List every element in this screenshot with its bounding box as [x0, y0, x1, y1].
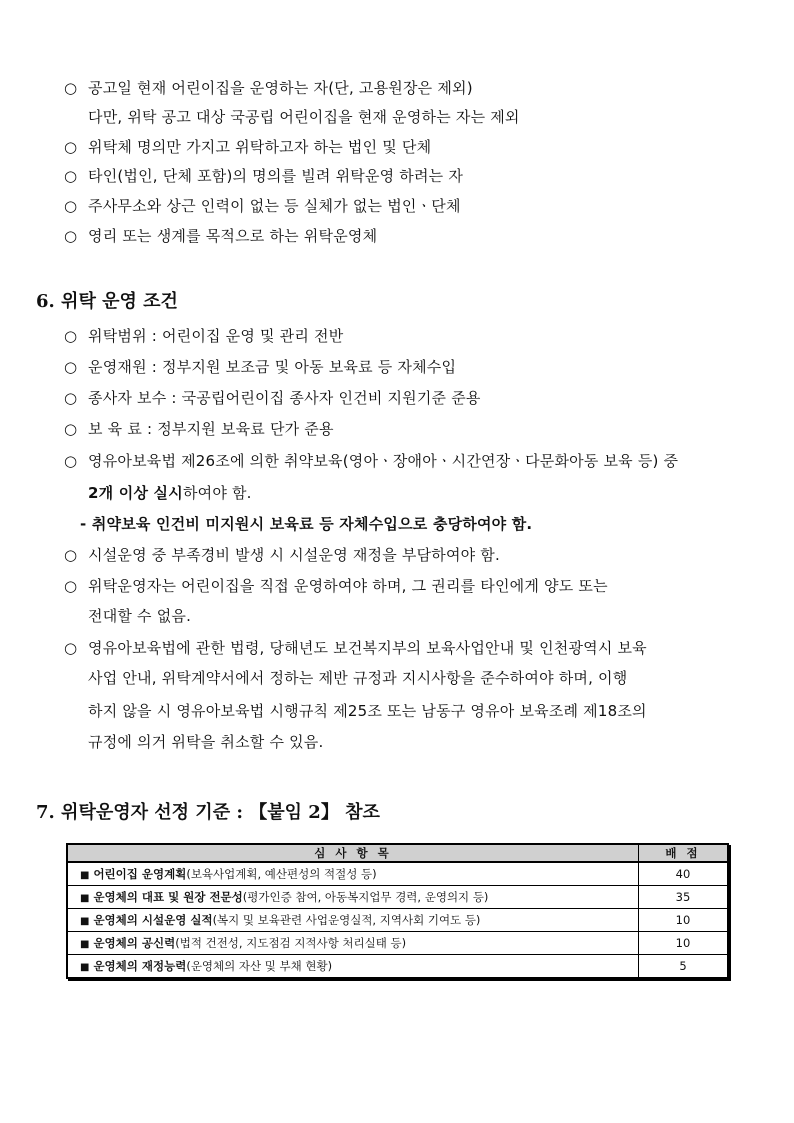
section-7-title: 7. 위탁운영자 선정 기준 : 【붙임 2】 참조	[36, 802, 380, 823]
circle-bullet-icon: ○	[64, 138, 78, 156]
table-row	[67, 862, 728, 886]
list-item-text: 시설운영 중 부족경비 발생 시 시설운영 재정을 부담하여야 함.	[88, 546, 500, 564]
list-item	[64, 137, 431, 157]
list-item-text: 위탁운영자는 어린이집을 직접 운영하여야 하며, 그 권리를 타인에게 양도 또는	[88, 577, 608, 595]
criteria-table	[66, 843, 729, 979]
list-item-text: 타인(법인, 단체 포함)의 명의를 빌려 위탁운영 하려는 자	[88, 167, 464, 185]
table-row	[67, 932, 728, 955]
list-item-text: 종사자 보수 : 국공립어린이집 종사자 인건비 지원기준 준용	[88, 389, 481, 407]
list-item-text: 하여야 함.	[182, 484, 252, 502]
item-detail: (법적 건전성, 지도점검 지적사항 처리실태 등)	[175, 936, 407, 950]
list-item-text: 영유아보육법에 관한 법령, 당해년도 보건복지부의 보육사업안내 및 인천광역시 보육	[88, 639, 647, 657]
list-item-text: 다만, 위탁 공고 대상 국공립 어린이집을 현재 운영하는 자는 제외	[88, 108, 520, 126]
item-title: 어린이집 운영계획	[93, 867, 187, 881]
list-item	[64, 451, 732, 471]
list-item	[64, 388, 481, 408]
item-detail: (보육사업계획, 예산편성의 적절성 등)	[186, 867, 377, 881]
square-bullet-icon: ■	[80, 962, 90, 973]
table-cell-item	[67, 909, 639, 932]
list-item-text: 영유아보육법 제26조에 의한 취약보육(영아ㆍ장애아ㆍ시간연장ㆍ다문화아동 보육 등) 중	[88, 452, 679, 470]
table-cell-score: 40	[639, 862, 729, 886]
table-row	[67, 909, 728, 932]
table-cell-score: 35	[639, 886, 729, 909]
table-cell-item	[67, 932, 639, 955]
list-item-text: 운영재원 : 정부지원 보조금 및 아동 보육료 등 자체수입	[88, 358, 457, 376]
list-item-text: 하지 않을 시 영유아보육법 시행규칙 제25조 또는 남동구 영유아 보육조례 제18조의	[88, 702, 647, 720]
circle-bullet-icon: ○	[64, 197, 78, 215]
item-title: 운영체의 대표 및 원장 전문성	[93, 890, 243, 904]
section-6-title: 6. 위탁 운영 조건	[36, 291, 178, 312]
square-bullet-icon: ■	[80, 939, 90, 950]
list-item	[64, 576, 608, 596]
list-item-text: 전대할 수 없음.	[88, 607, 192, 625]
list-item-continuation	[88, 107, 520, 127]
list-item-text: 위탁체 명의만 가지고 위탁하고자 하는 법인 및 단체	[88, 138, 432, 156]
list-item	[64, 166, 463, 186]
circle-bullet-icon: ○	[64, 327, 78, 345]
table-cell-item	[67, 862, 639, 886]
dash-note: - 취약보육 인건비 미지원시 보육료 등 자체수입으로 충당하여야 함.	[80, 515, 533, 533]
square-bullet-icon: ■	[80, 870, 90, 881]
list-item-text: 보 육 료 : 정부지원 보육료 단가 준용	[88, 420, 334, 438]
circle-bullet-icon: ○	[64, 577, 78, 595]
list-item-continuation	[88, 606, 191, 626]
circle-bullet-icon: ○	[64, 227, 78, 245]
circle-bullet-icon: ○	[64, 358, 78, 376]
list-item	[64, 545, 500, 565]
table-cell-item	[67, 955, 639, 979]
square-bullet-icon: ■	[80, 893, 90, 904]
table-row	[67, 955, 728, 979]
list-item-continuation	[88, 668, 627, 688]
list-item-text: 위탁범위 : 어린이집 운영 및 관리 전반	[88, 327, 344, 345]
item-title: 운영체의 공신력	[93, 936, 176, 950]
list-item	[64, 78, 473, 98]
item-detail: (복지 및 보육관련 사업운영실적, 지역사회 기여도 등)	[212, 913, 481, 927]
circle-bullet-icon: ○	[64, 389, 78, 407]
table-header-item: 심 사 항 목	[67, 844, 639, 862]
table-cell-score: 10	[639, 932, 729, 955]
table-cell-score: 5	[639, 955, 729, 979]
list-item-text: 주사무소와 상근 인력이 없는 등 실체가 없는 법인ㆍ단체	[88, 197, 461, 215]
list-item-text: 영리 또는 생계를 목적으로 하는 위탁운영체	[88, 227, 378, 245]
list-item-text: 규정에 의거 위탁을 취소할 수 있음.	[88, 733, 324, 751]
table-cell-score: 10	[639, 909, 729, 932]
table-header-row	[67, 844, 728, 862]
item-detail: (평가인증 참여, 아동복지업무 경력, 운영의지 등)	[242, 890, 489, 904]
list-item-continuation	[88, 732, 323, 752]
circle-bullet-icon: ○	[64, 420, 78, 438]
list-item	[64, 196, 461, 216]
emphasis-text: 2개 이상 실시	[88, 484, 183, 502]
list-item	[64, 357, 456, 377]
square-bullet-icon: ■	[80, 916, 90, 927]
item-detail: (운영체의 자산 및 부채 현황)	[186, 959, 333, 973]
list-item-continuation	[88, 701, 647, 721]
circle-bullet-icon: ○	[64, 639, 78, 657]
table-row	[67, 886, 728, 909]
circle-bullet-icon: ○	[64, 79, 78, 97]
list-item	[64, 419, 334, 439]
list-item	[64, 226, 377, 246]
list-item-text: 사업 안내, 위탁계약서에서 정하는 제반 규정과 지시사항을 준수하여야 하며, 이행	[88, 669, 628, 687]
list-item-continuation	[88, 483, 252, 503]
item-title: 운영체의 시설운영 실적	[93, 913, 213, 927]
list-item-text: 공고일 현재 어린이집을 운영하는 자(단, 고용원장은 제외)	[88, 79, 473, 97]
circle-bullet-icon: ○	[64, 546, 78, 564]
list-item	[64, 638, 647, 658]
table-header-score: 배 점	[639, 844, 729, 862]
circle-bullet-icon: ○	[64, 167, 78, 185]
table-cell-item	[67, 886, 639, 909]
circle-bullet-icon: ○	[64, 452, 78, 470]
list-item	[64, 326, 343, 346]
item-title: 운영체의 재정능력	[93, 959, 187, 973]
